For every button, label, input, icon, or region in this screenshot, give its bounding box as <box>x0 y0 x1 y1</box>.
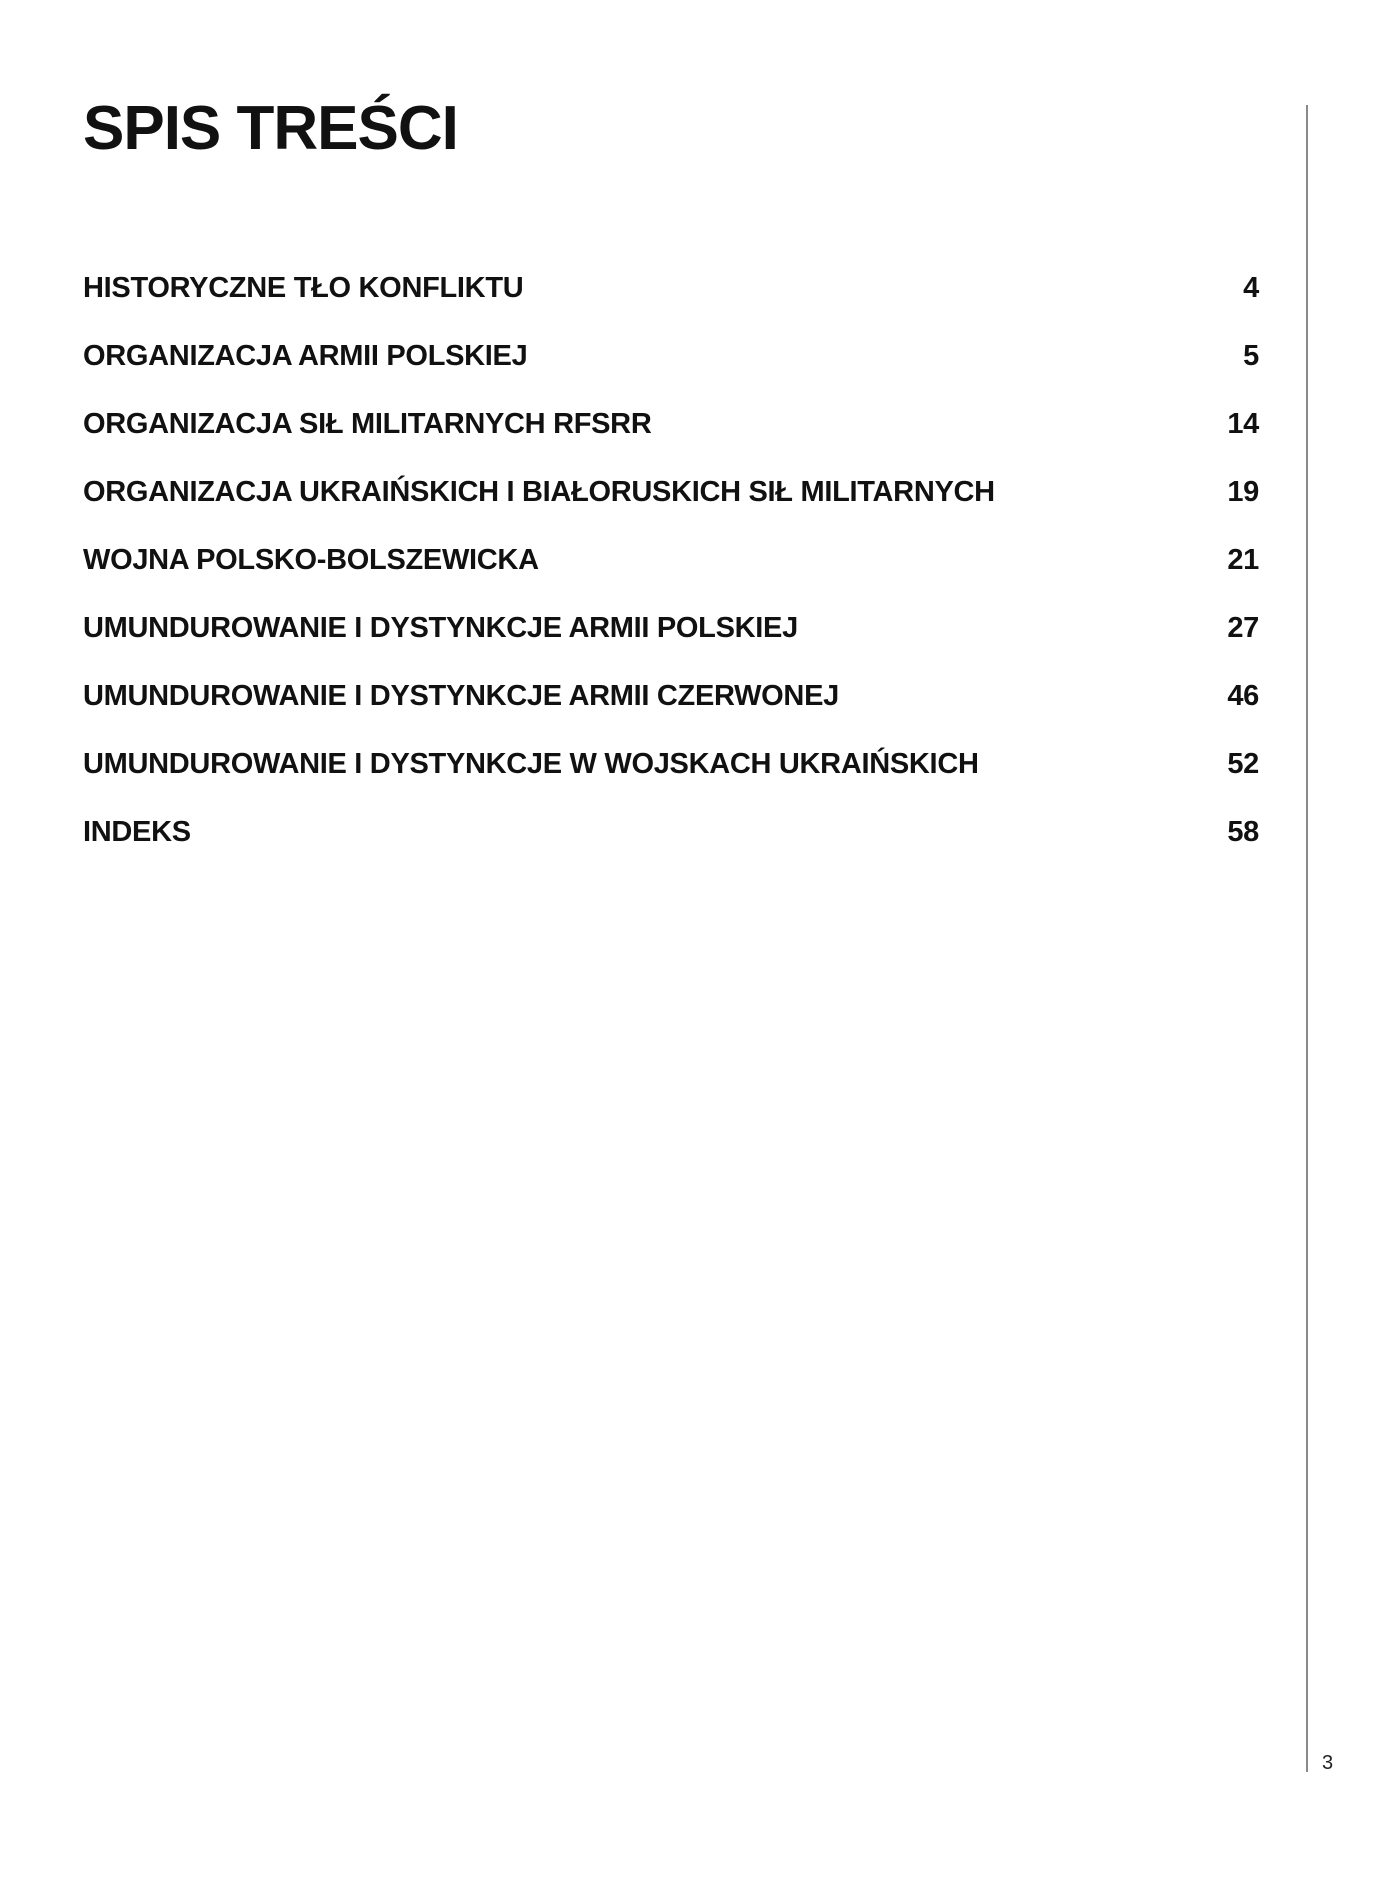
toc-entry-page: 5 <box>1243 339 1259 372</box>
toc-entry[interactable] <box>83 662 1259 730</box>
toc-entry-label: UMUNDUROWANIE I DYSTYNKCJE ARMII POLSKIEJ <box>83 611 798 644</box>
toc-entry-page: 46 <box>1227 679 1259 712</box>
toc-entry-page: 21 <box>1227 543 1259 576</box>
toc-entry-page: 19 <box>1227 475 1259 508</box>
toc-entry[interactable] <box>83 390 1259 458</box>
toc-entry[interactable] <box>83 254 1259 322</box>
toc-entry[interactable] <box>83 730 1259 798</box>
toc-entry-page: 4 <box>1243 271 1259 304</box>
table-of-contents <box>83 254 1259 866</box>
toc-entry-label: INDEKS <box>83 815 191 848</box>
toc-entry-label: ORGANIZACJA ARMII POLSKIEJ <box>83 339 528 372</box>
toc-entry-page: 52 <box>1227 747 1259 780</box>
toc-entry-page: 58 <box>1227 815 1259 848</box>
toc-entry[interactable] <box>83 322 1259 390</box>
page-number: 3 <box>1322 1752 1334 1774</box>
toc-entry[interactable] <box>83 458 1259 526</box>
toc-entry-label: ORGANIZACJA SIŁ MILITARNYCH RFSRR <box>83 407 652 440</box>
toc-entry-page: 14 <box>1227 407 1259 440</box>
toc-entry[interactable] <box>83 594 1259 662</box>
toc-entry-label: ORGANIZACJA UKRAIŃSKICH I BIAŁORUSKICH SIŁ MILITARNYCH <box>83 475 995 508</box>
toc-entry-page: 27 <box>1227 611 1259 644</box>
page-title: SPIS TREŚCI <box>83 94 458 163</box>
toc-entry-label: WOJNA POLSKO-BOLSZEWICKA <box>83 543 539 576</box>
toc-entry-label: HISTORYCZNE TŁO KONFLIKTU <box>83 271 524 304</box>
toc-entry[interactable] <box>83 798 1259 866</box>
toc-entry-label: UMUNDUROWANIE I DYSTYNKCJE W WOJSKACH UKRAIŃSKICH <box>83 747 979 780</box>
toc-entry[interactable] <box>83 526 1259 594</box>
vertical-margin-rule <box>1306 105 1308 1772</box>
toc-entry-label: UMUNDUROWANIE I DYSTYNKCJE ARMII CZERWONEJ <box>83 679 839 712</box>
